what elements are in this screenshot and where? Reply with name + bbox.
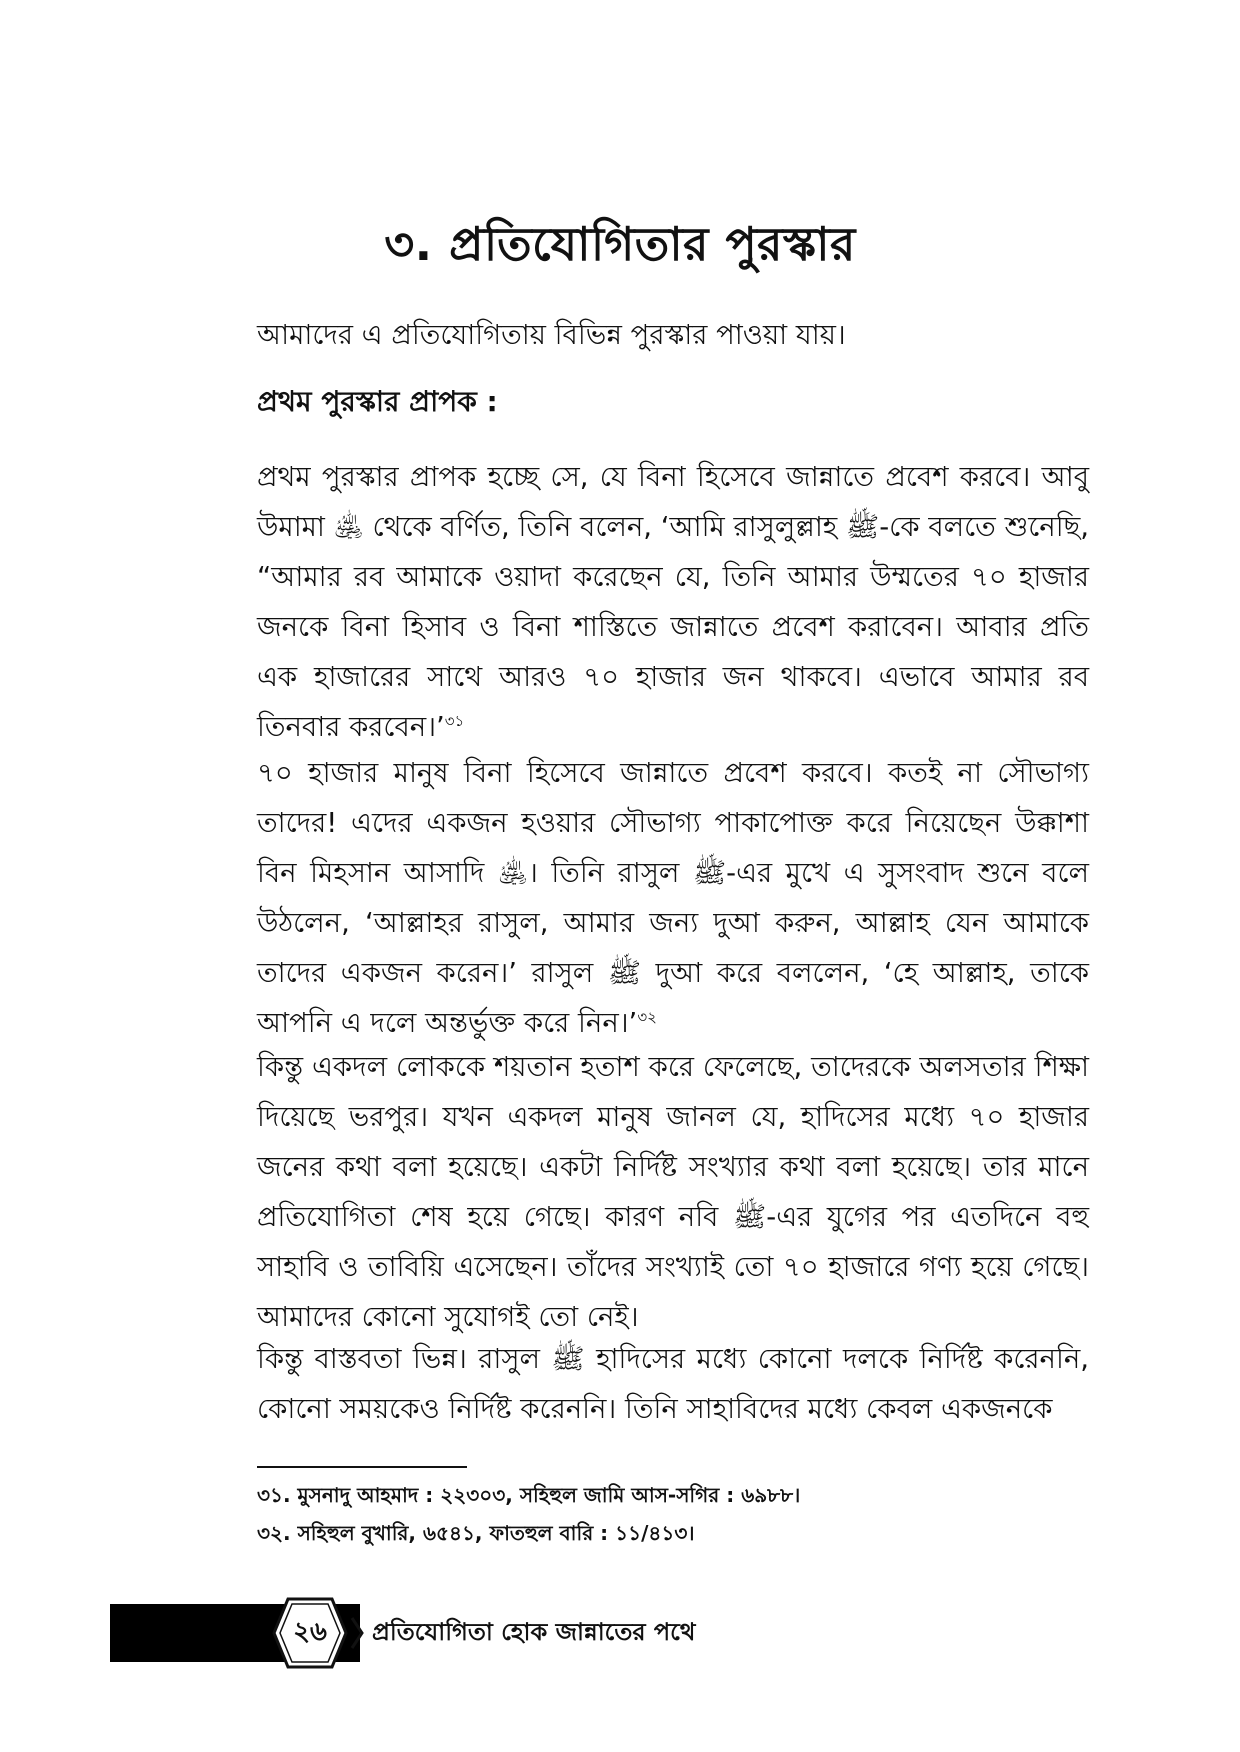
page-number: ২৬ bbox=[293, 1617, 327, 1647]
body-paragraph bbox=[257, 1334, 1089, 1434]
chevron-right-icon bbox=[350, 1616, 364, 1650]
body-paragraph bbox=[257, 1042, 1089, 1342]
page-number-badge bbox=[272, 1597, 348, 1669]
body-paragraph bbox=[257, 748, 1089, 1048]
footnote-item: ৩১. মুসনাদু আহমাদ : ২২৩০৩, সহিহুল জামি আস-সগির : ৬৯৮৮। bbox=[257, 1483, 801, 1507]
paragraph-text: ৭০ হাজার মানুষ বিনা হিসেবে জান্নাতে প্রবেশ করবে। কতই না সৌভাগ্য তাদের! এদের একজন হওয়ার সৌভাগ্য পাকাপোক্ত করে নিয়েছেন উক্কাশা বিন মিহসান আসাদি ﵁। তিনি রাসুল ﷺ-এর মুখে এ সুসংবাদ শুনে বলে উঠলেন, ‘আল্লাহর রাসুল, আমার জন্য দুআ করুন, আল্লাহ যেন আমাকে তাদের একজন করেন।’ রাসুল ﷺ দুআ করে বললেন, ‘হে আল্লাহ, তাকে আপনি এ দলে অন্তর্ভুক্ত করে নিন।’ bbox=[257, 757, 1089, 1039]
footnote-item: ৩২. সহিহুল বুখারি, ৬৫৪১, ফাতহুল বারি : ১১/৪১৩। bbox=[257, 1521, 695, 1545]
footnote-reference: ৩১ bbox=[444, 711, 465, 730]
body-paragraph bbox=[257, 452, 1089, 752]
section-subheading: প্রথম পুরস্কার প্রাপক : bbox=[257, 385, 498, 418]
intro-paragraph: আমাদের এ প্রতিযোগিতায় বিভিন্ন পুরস্কার পাওয়া যায়। bbox=[257, 319, 846, 351]
footnote-divider bbox=[257, 1466, 467, 1468]
paragraph-text: প্রথম পুরস্কার প্রাপক হচ্ছে সে, যে বিনা হিসেবে জান্নাতে প্রবেশ করবে। আবু উমামা ﵁ থেকে বর্ণিত, তিনি বলেন, ‘আমি রাসুলুল্লাহ ﷺ-কে বলতে শুনেছি, “আমার রব আমাকে ওয়াদা করেছেন যে, তিনি আমার উম্মতের ৭০ হাজার জনকে বিনা হিসাব ও বিনা শাস্তিতে জান্নাতে প্রবেশ করাবেন। আবার প্রতি এক হাজারের সাথে আরও ৭০ হাজার জন থাকবে। এভাবে আমার রব তিনবার করবেন।’ bbox=[257, 461, 1089, 743]
running-title: প্রতিযোগিতা হোক জান্নাতের পথে bbox=[372, 1618, 696, 1646]
chapter-title: ৩. প্রতিযোগিতার পুরস্কার bbox=[384, 217, 856, 271]
footnote-reference: ৩২ bbox=[637, 1007, 657, 1026]
paragraph-text: কিন্তু একদল লোককে শয়তান হতাশ করে ফেলেছে, তাদেরকে অলসতার শিক্ষা দিয়েছে ভরপুর। যখন একদল মানুষ জানল যে, হাদিসের মধ্যে ৭০ হাজার জনের কথা বলা হয়েছে। একটা নির্দিষ্ট সংখ্যার কথা বলা হয়েছে। তার মানে প্রতিযোগিতা শেষ হয়ে গেছে। কারণ নবি ﷺ-এর যুগের পর এতদিনে বহু সাহাবি ও তাবিয়ি এসেছেন। তাঁদের সংখ্যাই তো ৭০ হাজারে গণ্য হয়ে গেছে। আমাদের কোনো সুযোগই তো নেই। bbox=[257, 1051, 1089, 1333]
footnotes bbox=[257, 1476, 1089, 1552]
paragraph-text: কিন্তু বাস্তবতা ভিন্ন। রাসুল ﷺ হাদিসের মধ্যে কোনো দলকে নির্দিষ্ট করেননি, কোনো সময়কেও নির্দিষ্ট করেননি। তিনি সাহাবিদের মধ্যে কেবল একজনকে bbox=[257, 1343, 1089, 1425]
